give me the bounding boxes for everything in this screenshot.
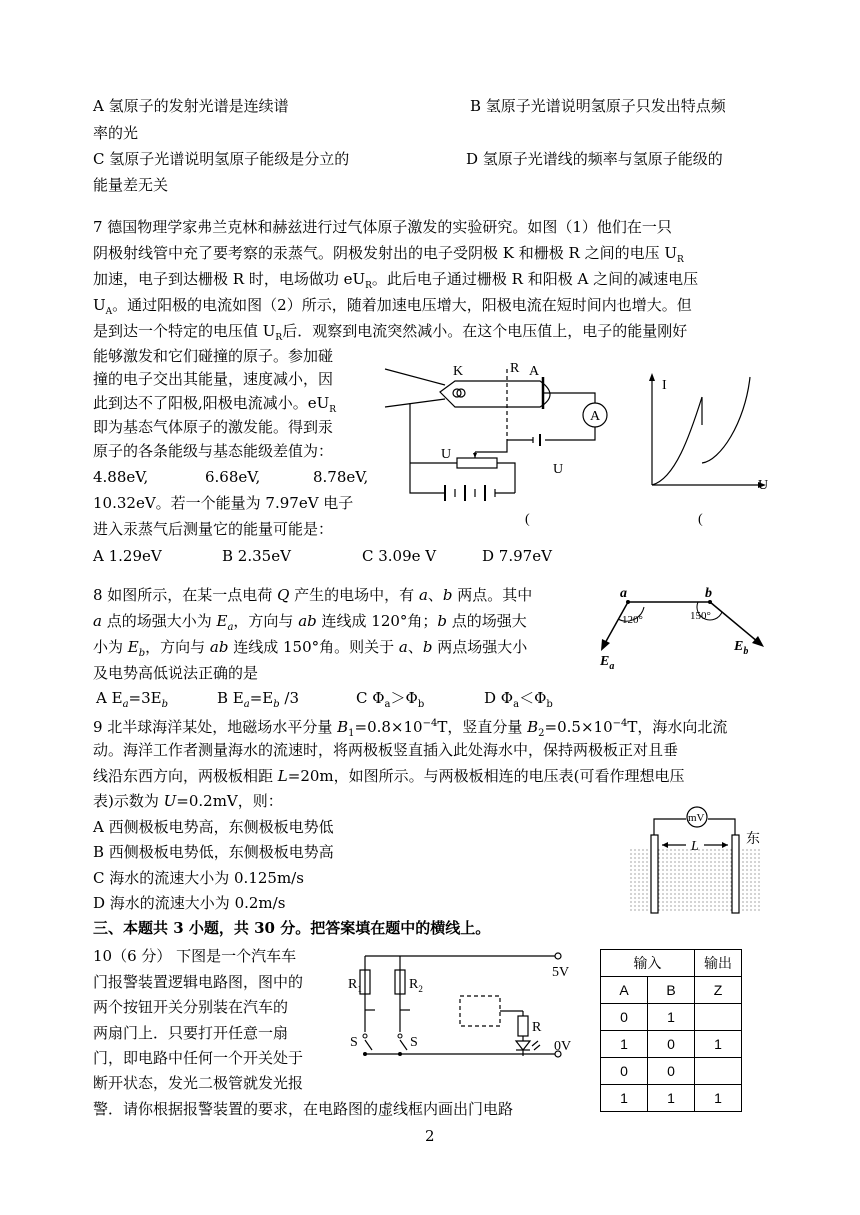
q7-line-10: 原子的各条能级与基态能级差值为： — [93, 442, 334, 460]
input-header: 输入 — [601, 950, 695, 977]
table-cell: 0 — [648, 1031, 695, 1058]
fig2-caption: ( — [698, 512, 703, 527]
q9-line-2: 动。海洋工作者测量海水的流速时，将两极板竖直插入此处海水中，保持两极板正对且垂 — [93, 741, 679, 759]
point-a-label: a — [620, 586, 627, 601]
table-cell: 1 — [601, 1085, 648, 1112]
q8-line-4: 及电势高低说法正确的是 — [93, 664, 259, 682]
voltmeter-label: mV — [688, 812, 705, 824]
label-r: R — [510, 361, 520, 376]
q6-option-a: A 氢原子的发射光谱是连续谱 — [93, 97, 289, 115]
q8-option-c: C $\Phi_a>\Phi_b$ — [356, 689, 425, 710]
label-u-retard: U — [553, 462, 564, 477]
table-row — [601, 1085, 742, 1112]
col-a-header: A — [601, 977, 648, 1004]
angle-a-label: 120° — [622, 614, 643, 626]
q7-line-12: 10.32eV。若一个能量为 7.97eV 电子 — [93, 494, 354, 512]
q9-option-a: A 西侧极板电势高，东侧极板电势低 — [93, 818, 334, 836]
q8-line-1: 8 如图所示，在某一点电荷 Q 产生的电场中，有 a、b 两点。其中 — [93, 586, 533, 604]
ground-0v-label: 0V — [554, 1039, 572, 1054]
q9-option-b: B 西侧极板电势低，东侧极板电势高 — [93, 843, 334, 861]
q7-line-5: 是到达一个特定的电压值 $U_R$后．观察到电流突然减小。在这个电压值上，电子的能量刚好 — [93, 322, 688, 343]
angle-b-label: 150° — [690, 610, 711, 622]
q7-line-11c: 8.78eV, — [313, 468, 369, 486]
q7-line-7: 撞的电子交出其能量，速度减小，因 — [93, 370, 334, 388]
resistor-r2-label: $R_2$ — [409, 977, 423, 994]
field-vectors-diagram — [598, 585, 768, 675]
table-row — [601, 1031, 742, 1058]
table-row — [601, 1004, 742, 1031]
q7-option-c: C 3.09e V — [362, 547, 437, 565]
label-a: A — [529, 364, 540, 379]
distance-l-label: L — [691, 839, 699, 854]
q7-line-9: 即为基态气体原子的激发能。得到汞 — [93, 418, 334, 436]
q8-option-a: A $E_a=3E_b$ — [96, 689, 168, 710]
table-cell — [695, 1058, 742, 1085]
q7-line-1: 7 德国物理学家弗兰克林和赫兹进行过气体原子激发的实验研究。如图（1）他们在一只 — [93, 218, 672, 236]
door-alarm-logic-circuit — [345, 946, 585, 1076]
col-b-header: B — [648, 977, 695, 1004]
supply-5v-label: 5V — [552, 965, 570, 980]
section-3-heading: 三、本题共 3 小题，共 30 分。把答案填在题中的横线上。 — [93, 919, 491, 937]
franck-hertz-circuit-diagram — [385, 355, 625, 530]
q9-line-1: 9 北半球海洋某处，地磁场水平分量 $B_1=0.8\times 10^{-4}T$，竖直分量 $B_2=0.5\times 10^{-4}T$，海水向北流 — [93, 718, 728, 739]
q7-line-4: $U_A$。通过阳极的电流如图（2）所示，随着加速电压增大，阳极电流在短时间内也增大。但 — [93, 296, 692, 317]
q6-option-c: C 氢原子光谱说明氢原子能级是分立的 — [93, 150, 350, 168]
col-z-header: Z — [695, 977, 742, 1004]
q10-line-3: 两个按钮开关分别装在汽车的 — [93, 998, 289, 1016]
q10-line-4: 两扇门上．只要打开任意一扇 — [93, 1024, 289, 1042]
q10-line-5: 门，即电路中任何一个开关处于 — [93, 1049, 304, 1067]
resistor-r1-label: $R_1$ — [348, 977, 362, 994]
label-k: K — [453, 364, 464, 379]
q10-line-1: 10（6 分） 下图是一个汽车车 — [93, 947, 297, 965]
switch-s2-label: S — [410, 1035, 418, 1050]
label-u-accel: U — [441, 447, 452, 462]
q6-option-b-cont: 率的光 — [93, 124, 139, 142]
ea-label: $E_a$ — [600, 654, 615, 672]
q8-option-b: B $E_a=E_b$ /3 — [217, 689, 300, 710]
q8-line-3: 小为 $E_b$，方向与 ab 连线成 150°角。则关于 a、b 两点场强大小 — [93, 638, 528, 659]
table-cell: 1 — [601, 1031, 648, 1058]
q7-line-13: 进入汞蒸气后测量它的能量可能是： — [93, 520, 334, 538]
truth-table — [600, 949, 742, 1112]
eb-label: $E_b$ — [734, 639, 749, 657]
table-cell: 1 — [648, 1004, 695, 1031]
fig1-caption: ( — [525, 512, 530, 527]
table-cell: 1 — [695, 1085, 742, 1112]
q9-line-4: 表)示数为 U=0.2mV，则： — [93, 792, 283, 810]
q6-option-d-cont: 能量差无关 — [93, 176, 169, 194]
q6-option-b: B 氢原子光谱说明氢原子只发出特点频 — [470, 97, 726, 115]
q8-option-d: D $\Phi_a<\Phi_b$ — [484, 689, 553, 710]
resistor-r-label: R — [532, 1020, 542, 1035]
q9-option-c: C 海水的流速大小为 0.125m/s — [93, 869, 304, 887]
q7-line-8: 此到达不了阳极,阳极电流减小。$eU_R$ — [93, 394, 337, 415]
page-number: 2 — [425, 1127, 435, 1145]
q10-line-2: 门报警装置逻辑电路图，图中的 — [93, 973, 304, 991]
table-cell: 1 — [648, 1085, 695, 1112]
q10-line-6: 断开状态，发光二极管就发光报 — [93, 1074, 304, 1092]
table-row — [601, 1058, 742, 1085]
q6-option-d: D 氢原子光谱线的频率与氢原子能级的 — [466, 150, 723, 168]
q7-line-11a: 4.88eV, — [93, 468, 149, 486]
sea-plates-diagram — [622, 797, 772, 917]
table-cell — [695, 1004, 742, 1031]
q9-line-3: 线沿东西方向，两极板相距 L=20m，如图所示。与两极板相连的电压表(可看作理想电压 — [93, 767, 685, 785]
q9-option-d: D 海水的流速大小为 0.2m/s — [93, 894, 286, 912]
axis-u-label: U — [758, 478, 769, 493]
q7-option-d: D 7.97eV — [482, 547, 552, 565]
output-header: 输出 — [695, 950, 742, 977]
q7-option-b: B 2.35eV — [222, 547, 291, 565]
table-cell: 0 — [601, 1058, 648, 1085]
q7-line-2: 阴极射线管中充了要考察的汞蒸气。阴极发射出的电子受阴极 K 和栅极 R 之间的电压 $U_R$ — [93, 244, 684, 265]
table-cell: 0 — [601, 1004, 648, 1031]
east-label: 东 — [746, 832, 760, 847]
table-cell: 1 — [695, 1031, 742, 1058]
ammeter-label: A — [590, 409, 601, 424]
q7-line-6: 能够激发和它们碰撞的原子。参加碰 — [93, 347, 334, 365]
table-cell: 0 — [648, 1058, 695, 1085]
q7-option-a: A 1.29eV — [93, 547, 162, 565]
q10-line-7: 警．请你根据报警装置的要求，在电路图的虚线框内画出门电路 — [93, 1100, 514, 1118]
axis-i-label: I — [662, 378, 667, 393]
q8-line-2: a 点的场强大小为 $E_a$，方向与 ab 连线成 120°角；b 点的场强大 — [93, 612, 527, 633]
current-voltage-graph — [640, 355, 775, 530]
q7-line-3: 加速，电子到达栅极 R 时，电场做功 $eU_R$。此后电子通过栅极 R 和阳极 A 之间的减速电压 — [93, 270, 699, 291]
switch-s1-label: S — [350, 1035, 358, 1050]
point-b-label: b — [705, 586, 712, 601]
q7-line-11b: 6.68eV, — [205, 468, 261, 486]
